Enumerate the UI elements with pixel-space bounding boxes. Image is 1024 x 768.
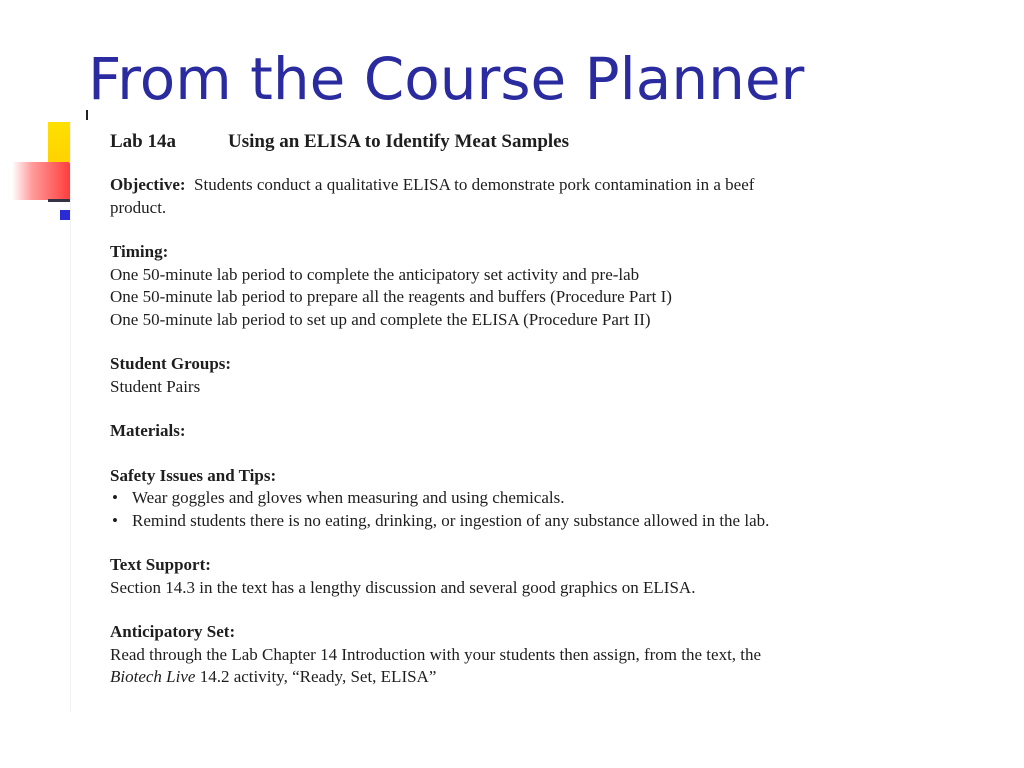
safety-list bbox=[110, 487, 941, 532]
decor-divider-dark bbox=[48, 199, 70, 202]
slide-title: From the Course Planner bbox=[88, 45, 805, 113]
activity-text: 14.2 activity, “Ready, Set, ELISA” bbox=[195, 667, 437, 686]
safety-item-text: Remind students there is no eating, drinking, or ingestion of any substance allowed in the lab. bbox=[132, 510, 770, 530]
decor-yellow-block bbox=[48, 122, 70, 162]
list-item bbox=[110, 487, 941, 510]
timing-line: One 50-minute lab period to prepare all the reagents and buffers (Procedure Part I) bbox=[110, 287, 672, 306]
materials-section bbox=[110, 420, 941, 443]
list-item bbox=[110, 510, 941, 533]
timing-line: One 50-minute lab period to complete the anticipatory set activity and pre-lab bbox=[110, 264, 640, 284]
bullet-icon: • bbox=[112, 488, 118, 507]
anticipatory-set-line-1: Read through the Lab Chapter 14 Introduction with your students then assign, from the text, the bbox=[110, 644, 762, 664]
objective-label: Objective: bbox=[110, 175, 186, 194]
decor-red-block bbox=[12, 162, 70, 200]
decor-blue-square bbox=[60, 210, 70, 220]
safety-section bbox=[110, 465, 941, 533]
objective-text-1: Students conduct a qualitative ELISA to demonstrate pork contamination in a beef bbox=[194, 175, 755, 194]
timing-section bbox=[110, 241, 941, 331]
timing-line: One 50-minute lab period to set up and complete the ELISA (Procedure Part II) bbox=[110, 309, 651, 329]
materials-label: Materials: bbox=[110, 421, 186, 440]
anticipatory-set-line-2 bbox=[110, 666, 941, 689]
lab-heading bbox=[110, 130, 941, 154]
text-support-section bbox=[110, 554, 941, 599]
safety-item-text: Wear goggles and gloves when measuring and using chemicals. bbox=[132, 488, 565, 507]
scanned-document bbox=[70, 122, 961, 712]
document-content bbox=[110, 130, 941, 711]
timing-label: Timing: bbox=[110, 242, 169, 261]
anticipatory-set-label: Anticipatory Set: bbox=[110, 622, 236, 641]
safety-label: Safety Issues and Tips: bbox=[110, 465, 277, 485]
objective-section bbox=[110, 174, 941, 219]
text-support-text: Section 14.3 in the text has a lengthy discussion and several good graphics on ELISA. bbox=[110, 577, 696, 597]
lab-number: Lab 14a bbox=[110, 131, 176, 152]
anticipatory-set-section bbox=[110, 621, 941, 689]
objective-line-1 bbox=[110, 174, 941, 197]
text-support-label: Text Support: bbox=[110, 555, 211, 574]
bullet-icon: • bbox=[112, 510, 118, 530]
student-groups-text: Student Pairs bbox=[110, 376, 201, 396]
student-groups-label: Student Groups: bbox=[110, 354, 232, 373]
book-title: Biotech Live bbox=[110, 667, 196, 686]
lab-title: Using an ELISA to Identify Meat Samples bbox=[228, 131, 569, 152]
objective-line-2: product. bbox=[110, 197, 167, 217]
student-groups-section bbox=[110, 353, 941, 398]
